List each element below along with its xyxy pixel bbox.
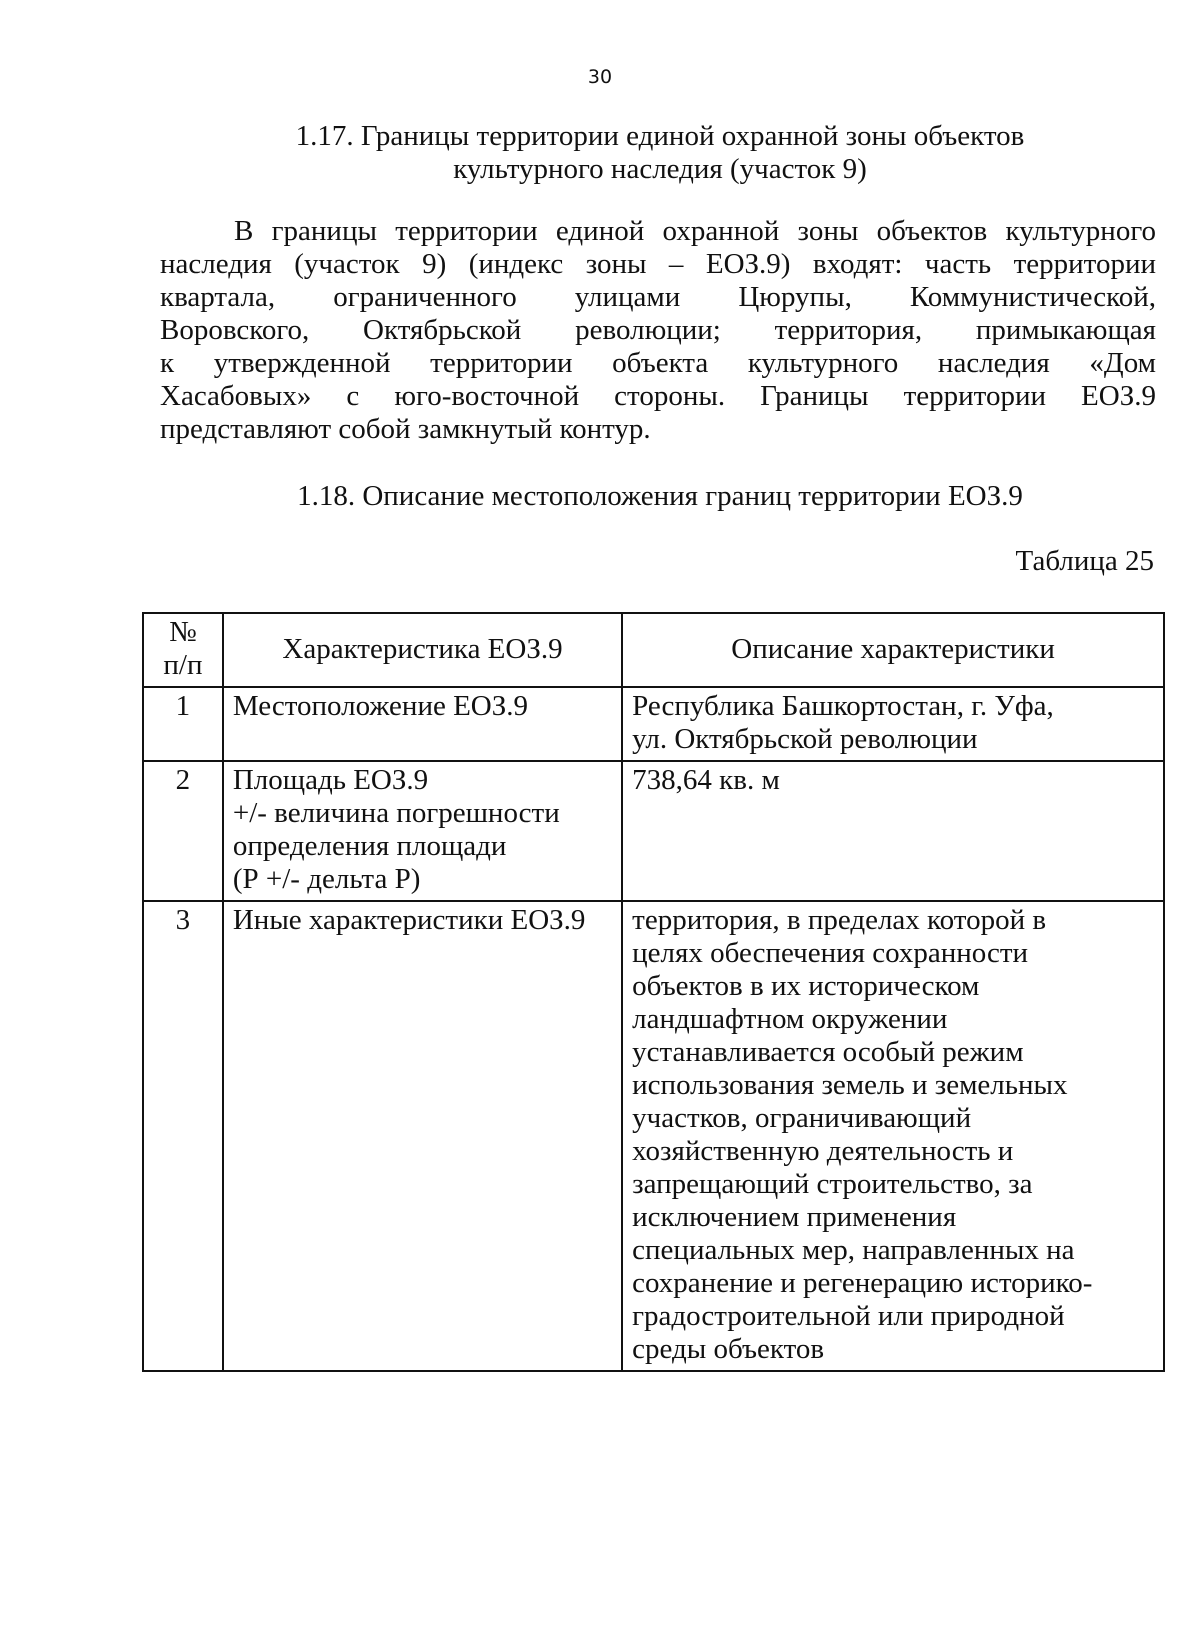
cell-line: определения площади: [232, 830, 507, 862]
paragraph-line: к утвержденной территории объекта культурного наследия «Дом: [160, 347, 1156, 379]
header-number: [143, 613, 223, 687]
cell-line: 738,64 кв. м: [632, 764, 780, 796]
paragraph-line: квартала, ограниченного улицами Цюрупы, Коммунистической,: [160, 281, 1156, 313]
cell-line: специальных мер, направленных на: [632, 1234, 1075, 1266]
paragraph-line: Воровского, Октябрьской революции; территория, примыкающая: [160, 314, 1156, 346]
cell-line: ул. Октябрьской революции: [632, 723, 978, 755]
cell-line: среды объектов: [632, 1333, 825, 1365]
row-description: [622, 687, 1164, 761]
paragraph-line: Хасабовых» с юго-восточной стороны. Границы территории ЕОЗ.9: [160, 380, 1156, 412]
row-characteristic: [223, 901, 622, 1371]
zone-description-paragraph: [160, 215, 1156, 446]
cell-line: градостроительной или природной: [632, 1300, 1065, 1332]
row-characteristic: [223, 687, 622, 761]
cell-line: (Р +/- дельта Р): [232, 863, 421, 895]
table-caption: Таблица 25: [1015, 545, 1154, 577]
cell-line: ландшафтном окружении: [632, 1003, 948, 1035]
characteristics-table: [142, 612, 1165, 1372]
table-row: [143, 901, 1164, 1371]
cell-line: устанавливается особый режим: [632, 1036, 1024, 1068]
cell-line: использования земель и земельных: [632, 1069, 1068, 1101]
cell-line: исключением применения: [632, 1201, 957, 1233]
row-number: 2: [143, 761, 223, 901]
row-number: 1: [143, 687, 223, 761]
header-description: Описание характеристики: [622, 613, 1164, 687]
section-heading-1-18: 1.18. Описание местоположения границ территории ЕОЗ.9: [297, 480, 1023, 512]
table-header-row: [143, 613, 1164, 687]
table-row: [143, 687, 1164, 761]
cell-line: объектов в их историческом: [632, 970, 980, 1002]
row-number: 3: [143, 901, 223, 1371]
cell-line: участков, ограничивающий: [632, 1102, 972, 1134]
paragraph-line: представляют собой замкнутый контур.: [160, 413, 651, 445]
cell-line: Местоположение ЕОЗ.9: [232, 690, 529, 722]
header-number-abbrev: п/п: [163, 649, 203, 681]
paragraph-line: В границы территории единой охранной зоны объектов культурного: [234, 215, 1156, 247]
header-characteristic: Характеристика ЕОЗ.9: [223, 613, 622, 687]
header-number-symbol: №: [169, 616, 197, 648]
cell-line: запрещающий строительство, за: [632, 1168, 1033, 1200]
section-heading-1-17: [160, 120, 1160, 186]
cell-line: Республика Башкортостан, г. Уфа,: [632, 690, 1054, 722]
heading-line: 1.17. Границы территории единой охранной зоны объектов: [295, 120, 1025, 152]
cell-line: Иные характеристики ЕОЗ.9: [232, 904, 586, 936]
paragraph-line: наследия (участок 9) (индекс зоны – ЕОЗ.9) входят: часть территории: [160, 248, 1156, 280]
row-characteristic: [223, 761, 622, 901]
heading-line: культурного наследия (участок 9): [453, 153, 867, 185]
table-row: [143, 761, 1164, 901]
cell-line: +/- величина погрешности: [232, 797, 560, 829]
page-number: 30: [587, 66, 613, 88]
cell-line: сохранение и регенерацию историко-: [632, 1267, 1093, 1299]
cell-line: хозяйственную деятельность и: [632, 1135, 1014, 1167]
cell-line: целях обеспечения сохранности: [632, 937, 1029, 969]
row-description: [622, 761, 1164, 901]
cell-line: Площадь ЕОЗ.9: [232, 764, 429, 796]
cell-line: территория, в пределах которой в: [632, 904, 1047, 936]
row-description: [622, 901, 1164, 1371]
